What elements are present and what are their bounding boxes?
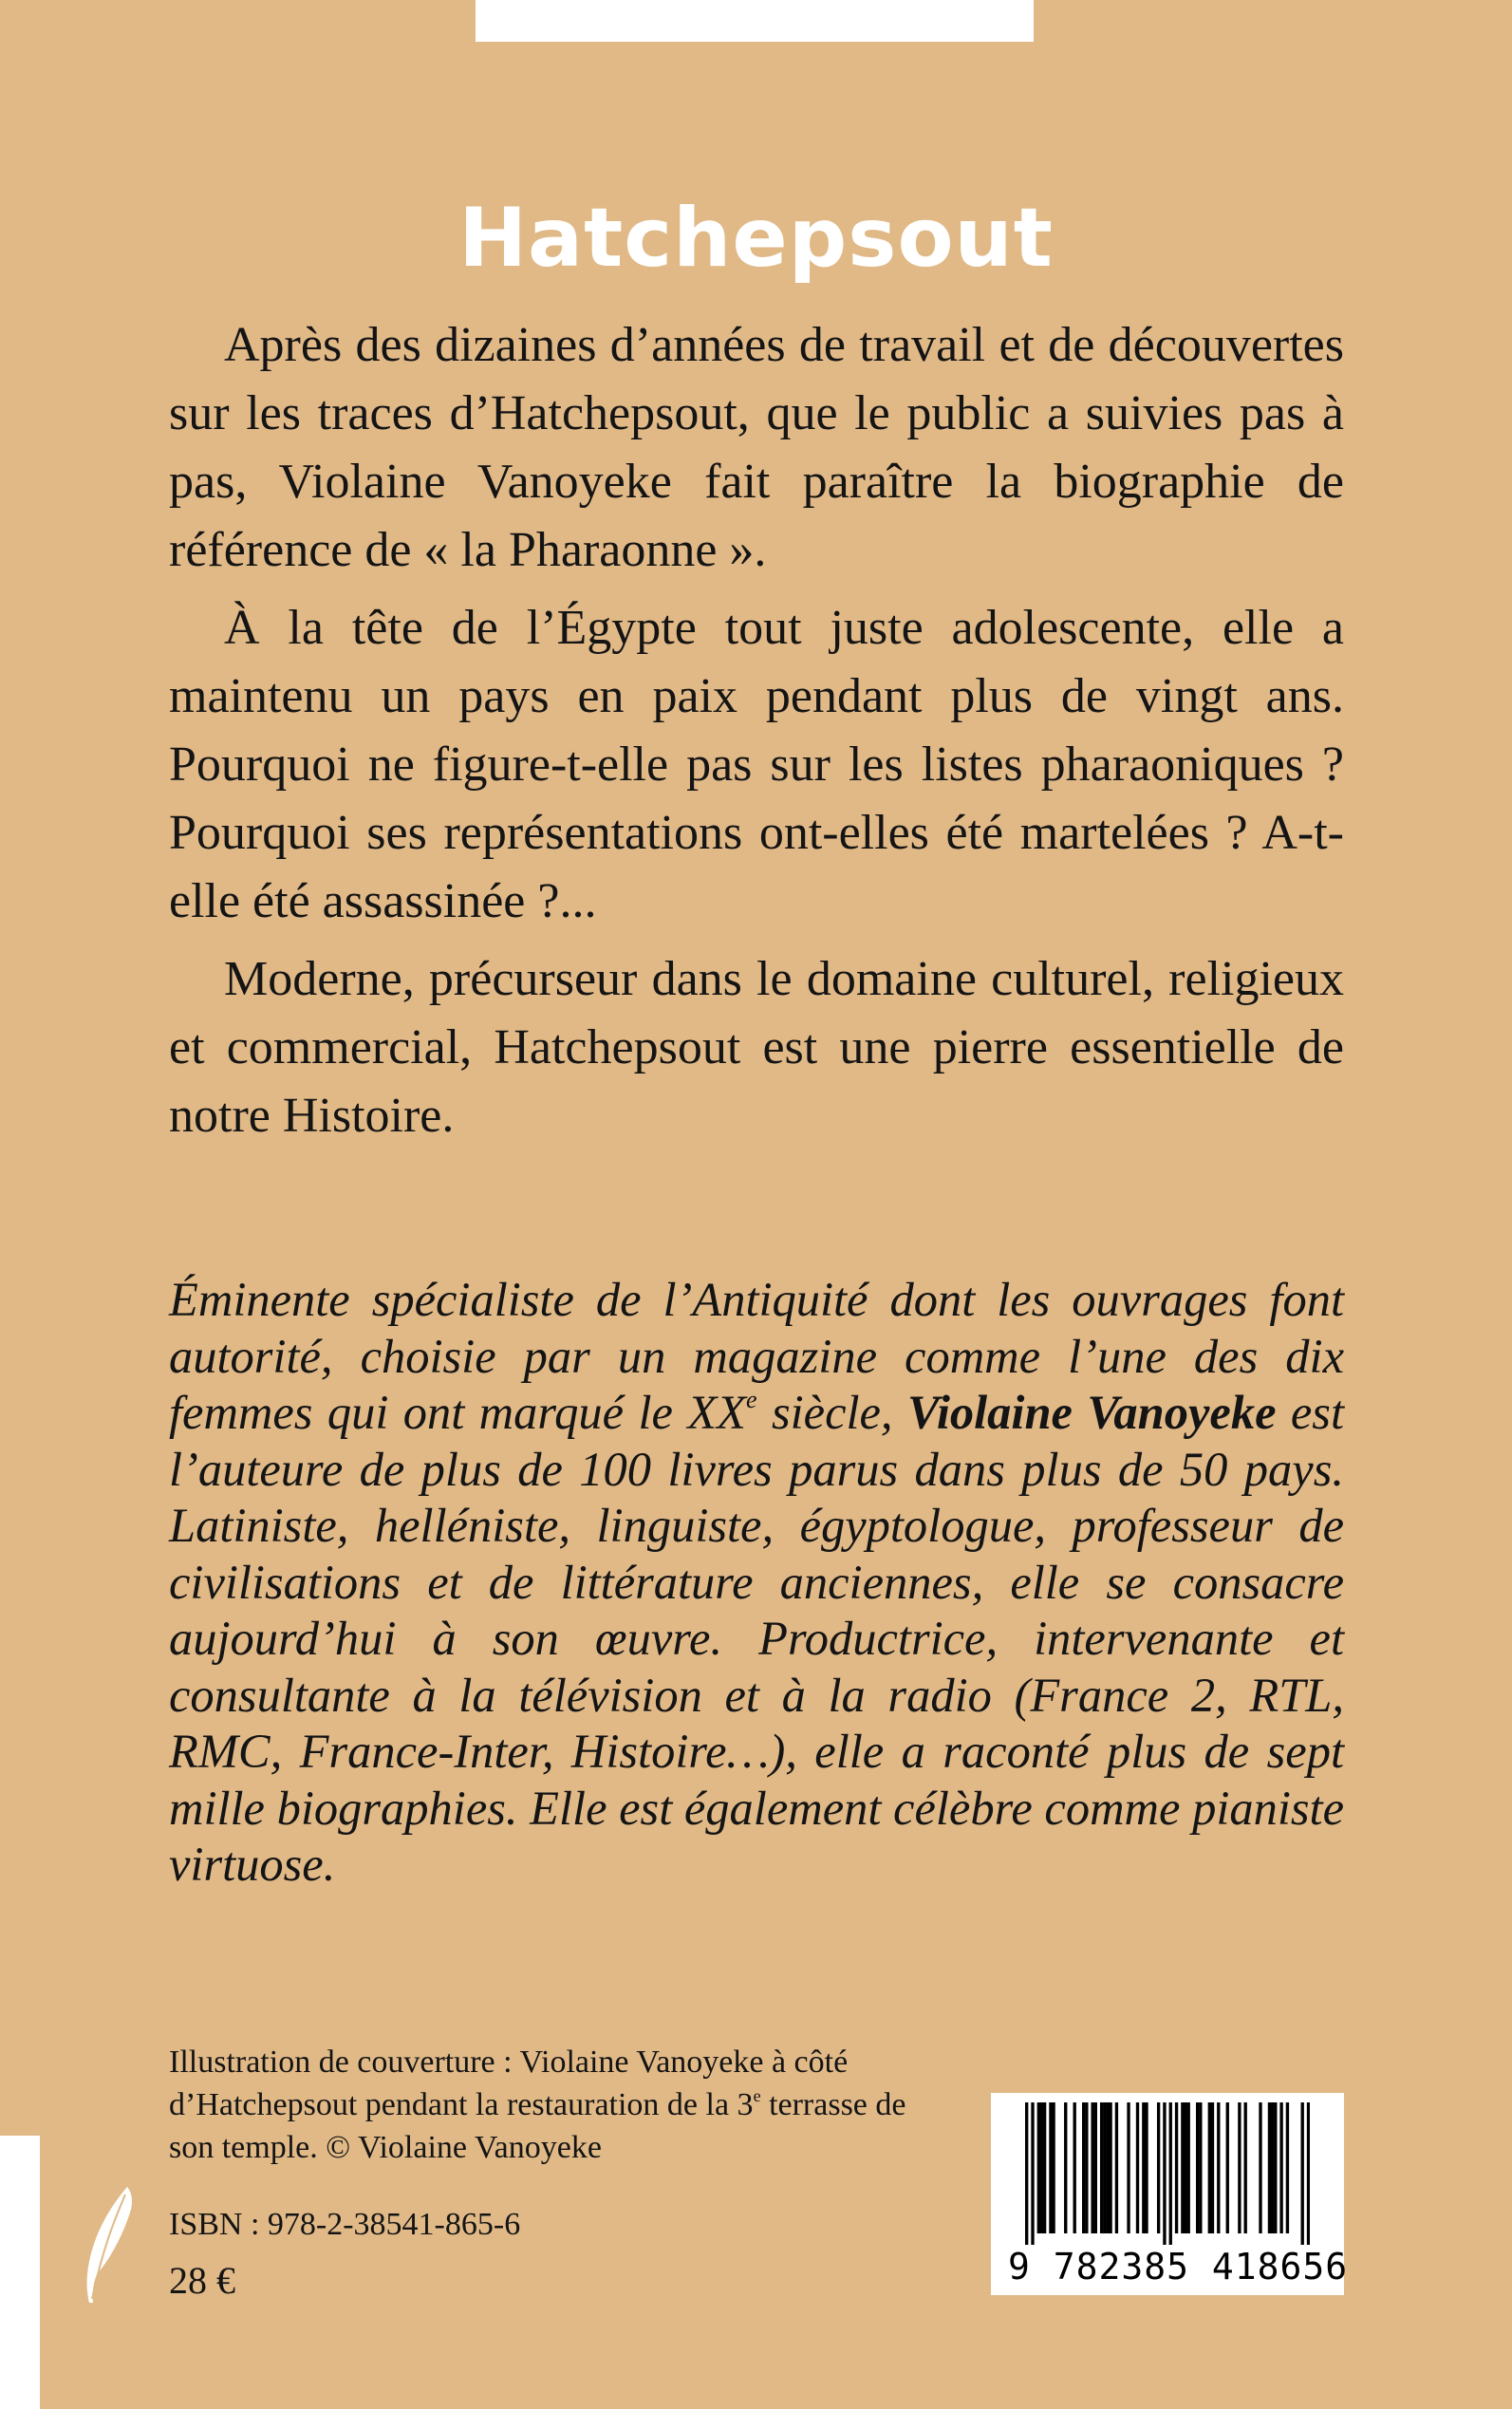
barcode-bar <box>1259 2102 1261 2233</box>
barcode-bar <box>1103 2102 1106 2233</box>
barcode-bar <box>1031 2102 1034 2245</box>
isbn: ISBN : 978-2-38541-865-6 <box>169 2207 521 2242</box>
barcode-digits: 9 782385 418656 <box>1008 2246 1349 2288</box>
barcode-bar <box>1184 2102 1186 2233</box>
barcode-bar <box>1244 2102 1247 2233</box>
barcode-bar <box>1037 2102 1040 2233</box>
credit-text-2: terrasse de son temple. © Violaine Vanoyeke <box>169 2087 906 2165</box>
barcode-bar <box>1127 2102 1129 2233</box>
barcode-bar <box>1145 2102 1148 2233</box>
barcode-bar <box>1217 2102 1220 2233</box>
barcode-bar <box>1091 2102 1093 2233</box>
barcode-bar <box>1025 2102 1028 2245</box>
book-title: Hatchepsout <box>458 191 1054 286</box>
barcode-bar <box>1199 2102 1202 2233</box>
barcode-bar <box>1196 2102 1199 2233</box>
barcode-bar <box>1082 2102 1085 2233</box>
synopsis-paragraph-1: Après des dizaines d’années de travail et de découvertes sur les traces d’Hatchepsout, que le public a suivies pas à pas, Violaine Vanoyeke fait paraître la biographie de référence de « la Pharaonne ». <box>169 318 1344 577</box>
barcode-bar <box>1094 2102 1097 2233</box>
left-white-strip <box>0 2136 40 2409</box>
barcode-bars <box>1025 2102 1310 2245</box>
barcode-bar <box>1115 2102 1118 2233</box>
barcode-bar <box>1181 2102 1184 2233</box>
barcode-bar <box>1157 2102 1160 2233</box>
barcode-bar <box>1279 2102 1282 2233</box>
top-white-strip <box>476 0 1034 42</box>
barcode-bar <box>1106 2102 1109 2233</box>
barcode-bar <box>1307 2102 1310 2245</box>
author-name: Violaine Vanoyeke <box>906 1386 1277 1439</box>
barcode-bar <box>1271 2102 1274 2233</box>
barcode-bar <box>1175 2102 1178 2233</box>
barcode-bar <box>1226 2102 1229 2233</box>
credit-text-1: Illustration de couverture : Violaine Vanoyeke à côté d’Hatchepsout pendant la restauration de la 3 <box>169 2045 849 2122</box>
credit-superscript: e <box>753 2086 761 2105</box>
price: 28 € <box>169 2259 235 2302</box>
barcode-bar <box>1052 2102 1055 2233</box>
barcode-bar <box>1136 2102 1139 2233</box>
feather-icon <box>78 2183 140 2306</box>
author-bio <box>169 1272 1344 1894</box>
synopsis <box>169 311 1344 1160</box>
barcode-bar <box>1100 2102 1103 2233</box>
cover-credit <box>169 2041 928 2169</box>
barcode-bar <box>1208 2102 1211 2233</box>
barcode <box>991 2093 1349 2295</box>
barcode-bar <box>1043 2102 1046 2233</box>
bio-text-2: siècle, <box>756 1386 907 1439</box>
barcode-bar <box>1169 2102 1172 2245</box>
barcode-bar <box>1286 2102 1289 2233</box>
synopsis-paragraph-2: À la tête de l’Égypte tout juste adolescente, elle a maintenu un pays en paix pendant plus de vingt ans. Pourquoi ne figure-t-elle pas sur les listes pharaoniques ? Pourquoi ses représentations ont-elles été martelées ? A-t-elle été assassinée ?... <box>169 601 1344 928</box>
barcode-bar <box>1211 2102 1214 2233</box>
barcode-bar <box>1274 2102 1277 2233</box>
bio-text-1: Éminente spécialiste de l’Antiquité dont les ouvrages font autorité, choisie par un magazine comme l’une des dix femmes qui ont marqué le XX <box>169 1273 1344 1439</box>
barcode-bar <box>1187 2102 1190 2233</box>
barcode-bar <box>1268 2102 1271 2233</box>
barcode-bar <box>1109 2102 1111 2233</box>
barcode-bar <box>1064 2102 1067 2233</box>
barcode-bar <box>1049 2102 1052 2233</box>
barcode-bar <box>1163 2102 1166 2245</box>
barcode-bar <box>1073 2102 1076 2233</box>
barcode-bar <box>1040 2102 1043 2233</box>
synopsis-paragraph-3: Moderne, précurseur dans le domaine culturel, religieux et commercial, Hatchepsout est une pierre essentielle de notre Histoire. <box>169 952 1344 1143</box>
barcode-bar <box>1238 2102 1241 2233</box>
bio-century-superscript: e <box>746 1386 757 1413</box>
barcode-bar <box>1301 2102 1304 2245</box>
barcode-bar <box>1085 2102 1088 2233</box>
barcode-bar <box>1142 2102 1145 2233</box>
bio-text-3: est l’auteure de plus de 100 livres parus dans plus de 50 pays. Latiniste, helléniste, linguiste, égyptologue, professeur de civilisations et de littérature anciennes, elle se consacre aujourd’hui à son œuvre. Productrice, intervenante et consultante à la télévision et à la radio (France 2, RTL, RMC, France-Inter, Histoire…), elle a raconté plus de sept mille biographies. Elle est également célèbre comme pianiste virtuose. <box>169 1386 1344 1891</box>
